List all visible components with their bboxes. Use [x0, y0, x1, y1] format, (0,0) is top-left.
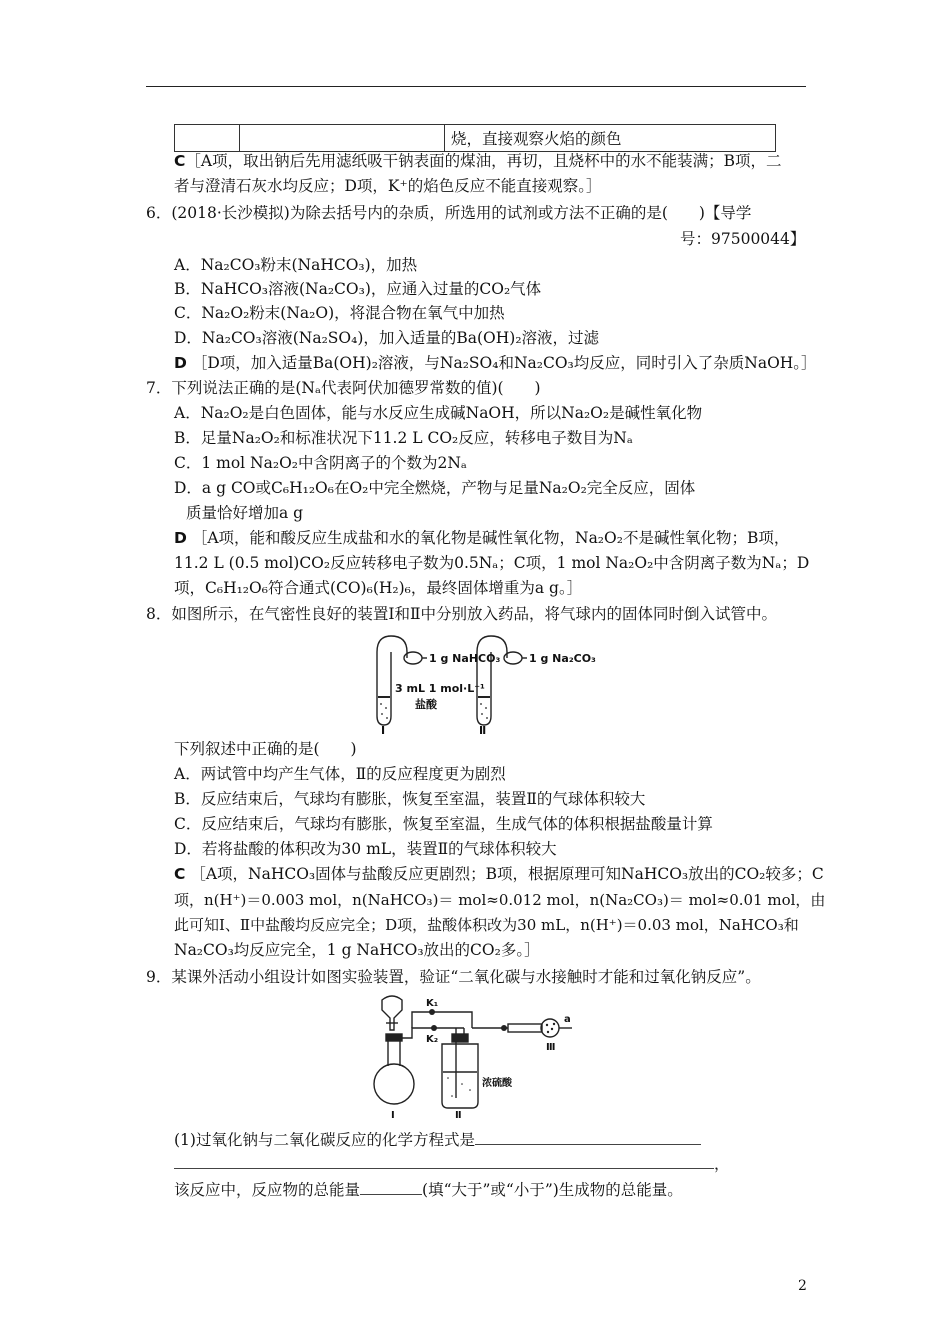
label-k1: K₁: [426, 998, 439, 1009]
table-cell: [240, 125, 445, 152]
round-flask: [374, 1064, 414, 1104]
q6-option-d: D．Na₂CO₃溶液(Na₂SO₄)，加入适量的Ba(OH)₂溶液，过滤: [174, 329, 600, 347]
q7-answer-line3: 项，C₆H₁₂O₆符合通式(CO)₆(H₂)₆，最终固体增重为a g。］: [174, 579, 583, 597]
q9-stem: 9．某课外活动小组设计如图实验装置，验证“二氧化碳与水接触时才能和过氧化钠反应”。: [146, 968, 761, 986]
label-bottle-2: Ⅱ: [455, 1110, 462, 1121]
q6-option-b: B．NaHCO₃溶液(Na₂CO₃)，应通入过量的CO₂气体: [174, 280, 542, 298]
q9-sub1-text: (1)过氧化钠与二氧化碳反应的化学方程式是: [174, 1131, 475, 1149]
label-tube-3: Ⅲ: [546, 1042, 556, 1053]
answer-blank-equation-cont[interactable]: [174, 1152, 714, 1169]
page-number: 2: [798, 1278, 807, 1294]
answer-letter: C: [174, 865, 186, 883]
q8-option-c: C．反应结束后，气球均有膨胀，恢复至室温，生成气体的体积根据盐酸量计算: [174, 815, 713, 833]
q9-figure: [368, 990, 588, 1120]
label-flask-1: Ⅰ: [391, 1110, 395, 1121]
q7-option-c: C．1 mol Na₂O₂中含阴离子的个数为2Nₐ: [174, 454, 467, 472]
table-cell: 烧，直接观察火焰的颜色: [445, 125, 776, 152]
acid-level-2: [478, 696, 490, 698]
table-cell: [175, 125, 240, 152]
label-na2co3: 1 g Na₂CO₃: [529, 652, 596, 665]
q9-sub1-text: (填“大于”或“小于”)生成物的总能量。: [422, 1181, 683, 1199]
explanation-text: ［D项，加入适量Ba(OH)₂溶液，与Na₂SO₄和Na₂CO₃均反应，同时引入了杂质NaOH。］: [191, 354, 817, 372]
q8-answer-line4: Na₂CO₃均反应完全，1 g NaHCO₃放出的CO₂多。］: [174, 941, 540, 959]
q6-option-c: C．Na₂O₂粉末(Na₂O)，将混合物在氧气中加热: [174, 304, 505, 322]
q9-sub1-line1: [174, 1128, 701, 1151]
q8-stem: 8．如图所示，在气密性良好的装置Ⅰ和Ⅱ中分别放入药品，将气球内的固体同时倒入试管中。: [146, 605, 778, 623]
q8-option-d: D．若将盐酸的体积改为30 mL，装置Ⅱ的气球体积较大: [174, 840, 557, 858]
q9-sub1-text: 该反应中，反应物的总能量: [174, 1181, 361, 1199]
q6-stem-line2: 号：97500044】: [680, 230, 806, 248]
table-row: [175, 125, 776, 152]
explanation-text: ［A项，能和酸反应生成盐和水的氧化物是碱性氧化物，Na₂O₂不是碱性氧化物；B项，: [191, 529, 790, 547]
q8-answer-line1: [174, 863, 824, 885]
answer-letter: D: [174, 354, 187, 372]
q7-option-b: B．足量Na₂O₂和标准状况下11.2 L CO₂反应，转移电子数目为Nₐ: [174, 429, 633, 447]
q8-answer-line3: 此可知Ⅰ、Ⅱ中盐酸均反应完全；D项，盐酸体积改为30 mL，n(H⁺)＝0.03 mol，NaHCO₃和: [174, 916, 799, 934]
q8-figure: [355, 630, 596, 737]
q8-prompt: 下列叙述中正确的是( ): [174, 740, 357, 758]
header-rule: [146, 86, 806, 87]
label-nahco3: 1 g NaHCO₃: [429, 652, 501, 665]
q7-answer-line2: 11.2 L (0.5 mol)CO₂反应转移电子数为0.5Nₐ；C项，1 mol Na₂O₂中含阴离子数为Nₐ；D: [174, 554, 810, 572]
label-conc-sulfuric-acid: 浓硫酸: [482, 1078, 512, 1089]
label-k2: K₂: [426, 1034, 439, 1045]
separatory-funnel: [382, 996, 402, 1030]
acid-level-1: [378, 696, 390, 698]
q6-option-a: A．Na₂CO₃粉末(NaHCO₃)，加热: [174, 256, 418, 274]
q7-option-d: D．a g CO或C₆H₁₂O₆在O₂中完全燃烧，产物与足量Na₂O₂完全反应，固体: [174, 479, 696, 497]
q8-option-a: A．两试管中均产生气体，Ⅱ的反应程度更为剧烈: [174, 765, 506, 783]
q8-option-b: B．反应结束后，气球均有膨胀，恢复至室温，装置Ⅱ的气球体积较大: [174, 790, 646, 808]
drying-tube-bulb: [541, 1019, 559, 1037]
comma: ，: [714, 1155, 730, 1173]
q5-answer-line1: [174, 150, 781, 172]
q7-answer-line1: [174, 527, 789, 549]
label-a: a: [564, 1014, 571, 1025]
valve-k1-knob: [429, 1009, 435, 1015]
valve-k2-knob: [431, 1025, 437, 1031]
label-tube-2: Ⅱ: [479, 724, 487, 737]
q7-option-d-cont: 质量恰好增加a g: [186, 504, 304, 522]
answer-letter: D: [174, 529, 187, 547]
answer-blank-equation[interactable]: [475, 1128, 701, 1145]
label-tube-1: Ⅰ: [381, 724, 386, 737]
balloon-neck-1: [377, 636, 407, 658]
q6-stem-line1: 6．(2018·长沙模拟)为除去括号内的杂质，所选用的试剂或方法不正确的是( )【导学: [146, 204, 752, 222]
explanation-text: ［A项，取出钠后先用滤纸吸干钠表面的煤油，再切，且烧杯中的水不能装满；B项，二: [185, 152, 782, 170]
q5-answer-line2: 者与澄清石灰水均反应；D项，K⁺的焰色反应不能直接观察。］: [174, 177, 602, 195]
q9-sub1-line2: [174, 1152, 730, 1175]
answer-letter: C: [174, 152, 186, 170]
test-tube-1: [377, 652, 391, 725]
label-acid: 盐酸: [415, 698, 437, 711]
q9-sub1-line3: [174, 1178, 683, 1201]
answer-blank-energy[interactable]: [360, 1178, 422, 1195]
gas-washing-bottle: [442, 1044, 478, 1108]
q6-answer: [174, 352, 817, 374]
explanation-text: ［A项，NaHCO₃固体与盐酸反应更剧烈；B项，根据原理可知NaHCO₃放出的CO₂较多；C: [190, 865, 824, 883]
label-acid-amount: 3 mL 1 mol·L⁻¹: [395, 682, 485, 695]
table-fragment: [174, 124, 776, 152]
q7-option-a: A．Na₂O₂是白色固体，能与水反应生成碱NaOH，所以Na₂O₂是碱性氧化物: [174, 404, 703, 422]
q7-stem: 7．下列说法正确的是(Nₐ代表阿伏加德罗常数的值)( ): [146, 379, 541, 397]
q8-answer-line2: 项，n(H⁺)＝0.003 mol，n(NaHCO₃)＝ mol≈0.012 mol，n(Na₂CO₃)＝ mol≈0.01 mol，由: [174, 891, 826, 909]
